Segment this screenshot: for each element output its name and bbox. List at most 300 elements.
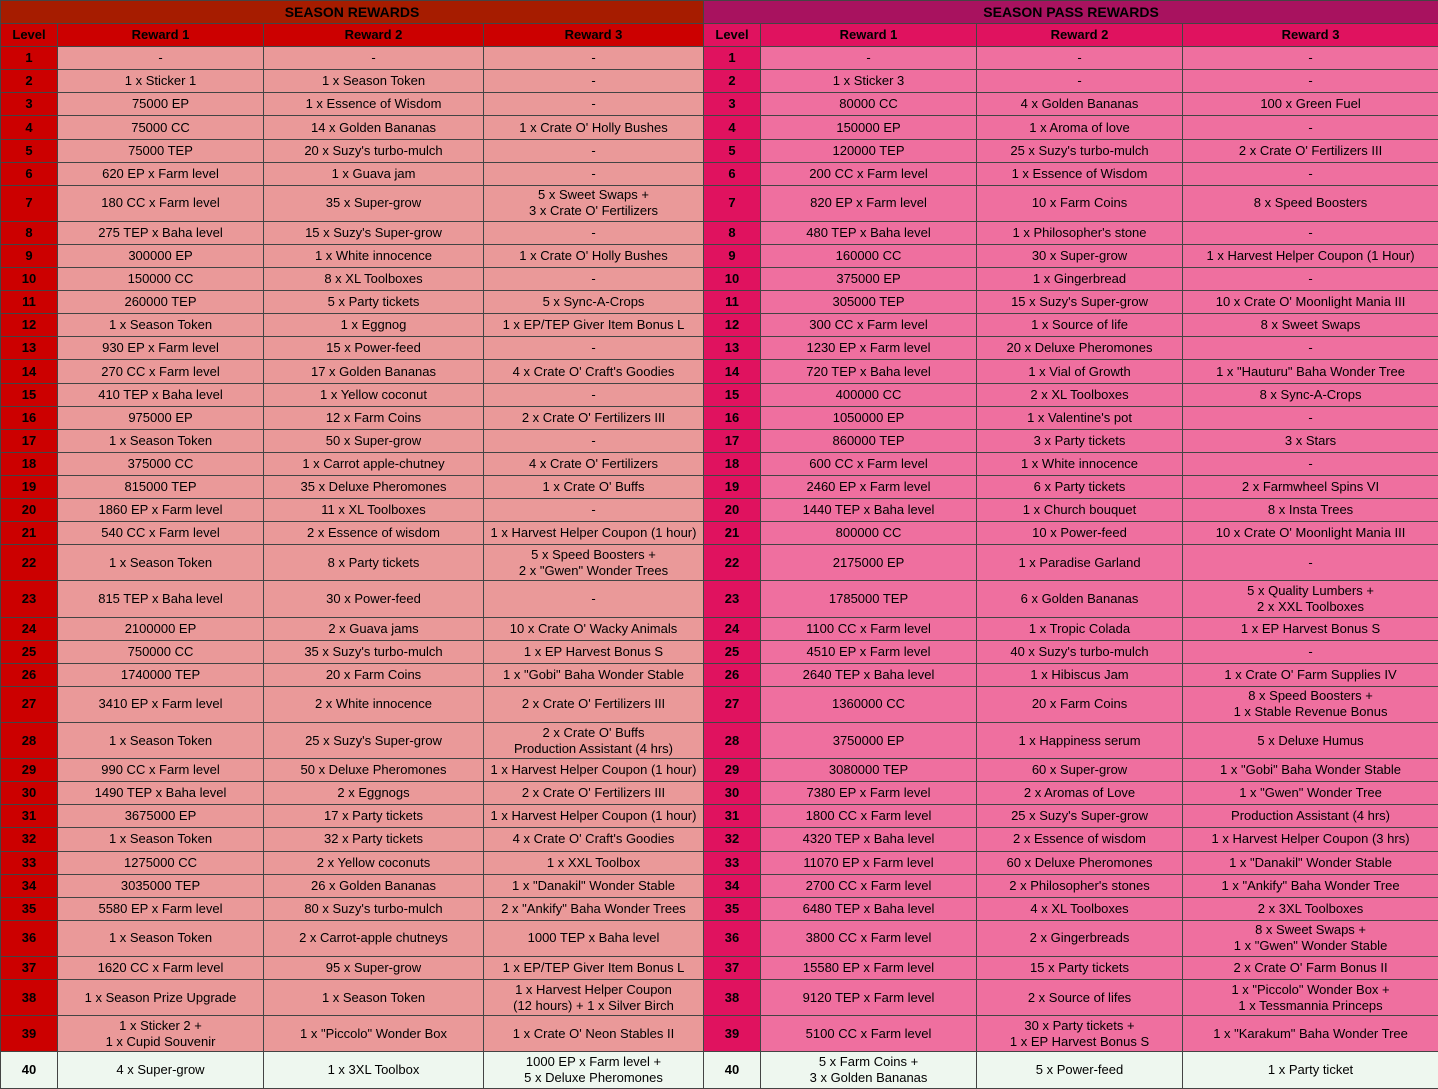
pass-reward-2-cell: 25 x Suzy's turbo-mulch <box>977 139 1183 162</box>
season-reward-3-cell: - <box>484 139 704 162</box>
season-level-cell: 14 <box>1 360 58 383</box>
pass-reward-3-cell: 8 x Speed Boosters <box>1183 185 1438 221</box>
season-reward-3-cell: 2 x Crate O' Fertilizers III <box>484 686 704 722</box>
pass-reward-1-cell: 9120 TEP x Farm level <box>761 980 977 1016</box>
pass-reward-3-cell: 1 x "Piccolo" Wonder Box + 1 x Tessmannia Princeps <box>1183 980 1438 1016</box>
pass-level-cell: 17 <box>704 429 761 452</box>
season-reward-1-cell: 270 CC x Farm level <box>58 360 264 383</box>
season-reward-2-cell: 20 x Suzy's turbo-mulch <box>264 139 484 162</box>
season-reward-2-cell: 1 x Eggnog <box>264 314 484 337</box>
pass-reward-3-cell: 8 x Speed Boosters + 1 x Stable Revenue Bonus <box>1183 686 1438 722</box>
pass-reward-2-cell: 1 x Gingerbread <box>977 268 1183 291</box>
season-level-cell: 20 <box>1 499 58 522</box>
pass-reward-2-cell: 1 x Source of life <box>977 314 1183 337</box>
season-reward-3-cell: 1 x Crate O' Holly Bushes <box>484 116 704 139</box>
pass-reward-2-cell: 5 x Power-feed <box>977 1052 1183 1089</box>
table-row <box>1 116 1438 139</box>
pass-reward-3-cell: 1 x "Ankify" Baha Wonder Tree <box>1183 874 1438 897</box>
season-reward-3-cell: 1 x XXL Toolbox <box>484 851 704 874</box>
pass-reward-1-cell: 200 CC x Farm level <box>761 162 977 185</box>
season-level-cell: 15 <box>1 383 58 406</box>
season-level-cell: 13 <box>1 337 58 360</box>
pass-reward-3-cell: 1 x Harvest Helper Coupon (1 Hour) <box>1183 245 1438 268</box>
pass-level-cell: 18 <box>704 452 761 475</box>
pass-level-cell: 22 <box>704 545 761 581</box>
season-reward-2-cell: 2 x Carrot-apple chutneys <box>264 920 484 956</box>
pass-level-cell: 29 <box>704 759 761 782</box>
pass-reward-3-cell: 8 x Sync-A-Crops <box>1183 383 1438 406</box>
pass-reward-2-cell: 2 x Essence of wisdom <box>977 828 1183 851</box>
season-level-cell: 38 <box>1 980 58 1016</box>
season-reward-1-cell: 260000 TEP <box>58 291 264 314</box>
pass-reward-2-cell: 1 x Philosopher's stone <box>977 221 1183 244</box>
season-reward-2-cell: 8 x Party tickets <box>264 545 484 581</box>
pass-level-cell: 4 <box>704 116 761 139</box>
season-level-cell: 16 <box>1 406 58 429</box>
pass-reward-2-cell: 1 x Paradise Garland <box>977 545 1183 581</box>
season-reward-2-cell: 11 x XL Toolboxes <box>264 499 484 522</box>
pass-level-cell: 37 <box>704 956 761 979</box>
table-row <box>1 828 1438 851</box>
pass-reward-1-cell: 2700 CC x Farm level <box>761 874 977 897</box>
table-row <box>1 1052 1438 1089</box>
table-row <box>1 640 1438 663</box>
pass-reward-1-cell: 800000 CC <box>761 522 977 545</box>
season-reward-2-cell: 15 x Suzy's Super-grow <box>264 221 484 244</box>
season-level-cell: 1 <box>1 47 58 70</box>
pass-reward-2-cell: 4 x XL Toolboxes <box>977 897 1183 920</box>
season-reward-1-cell: 1620 CC x Farm level <box>58 956 264 979</box>
season-reward-1-cell: 1 x Season Token <box>58 828 264 851</box>
season-reward-3-cell: - <box>484 268 704 291</box>
season-reward-3-cell: - <box>484 581 704 617</box>
season-level-cell: 21 <box>1 522 58 545</box>
season-reward-3-cell: 5 x Sweet Swaps + 3 x Crate O' Fertilizers <box>484 185 704 221</box>
pass-reward-2-cell: 30 x Party tickets + 1 x EP Harvest Bonus S <box>977 1016 1183 1052</box>
table-row <box>1 475 1438 498</box>
season-reward-2-cell: 1 x Guava jam <box>264 162 484 185</box>
pass-reward-3-cell: 1 x Harvest Helper Coupon (3 hrs) <box>1183 828 1438 851</box>
season-reward-2-cell: 1 x White innocence <box>264 245 484 268</box>
pass-level-cell: 12 <box>704 314 761 337</box>
season-level-cell: 12 <box>1 314 58 337</box>
season-reward-3-cell: 1 x Crate O' Holly Bushes <box>484 245 704 268</box>
pass-reward-3-cell: - <box>1183 70 1438 93</box>
pass-reward-3-cell: - <box>1183 47 1438 70</box>
season-reward-3-cell: 1000 EP x Farm level + 5 x Deluxe Pheromones <box>484 1052 704 1089</box>
pass-reward-2-cell: 2 x Gingerbreads <box>977 920 1183 956</box>
season-reward-2-cell: 2 x Yellow coconuts <box>264 851 484 874</box>
season-reward-2-cell: 2 x Guava jams <box>264 617 484 640</box>
season-level-cell: 18 <box>1 452 58 475</box>
pass-reward-1-cell: 160000 CC <box>761 245 977 268</box>
season-reward-3-cell: - <box>484 499 704 522</box>
pass-reward-1-cell: 2175000 EP <box>761 545 977 581</box>
pass-reward-2-cell: 20 x Deluxe Pheromones <box>977 337 1183 360</box>
season-reward-1-cell: 815000 TEP <box>58 475 264 498</box>
pass-reward-3-cell: - <box>1183 116 1438 139</box>
season-reward-1-cell: 3035000 TEP <box>58 874 264 897</box>
table-row <box>1 337 1438 360</box>
pass-level-cell: 7 <box>704 185 761 221</box>
pass-reward-2-cell: 6 x Golden Bananas <box>977 581 1183 617</box>
pass-reward-1-cell: 7380 EP x Farm level <box>761 782 977 805</box>
pass-reward-2-cell: 2 x Aromas of Love <box>977 782 1183 805</box>
pass-level-cell: 39 <box>704 1016 761 1052</box>
season-reward-2-cell: 14 x Golden Bananas <box>264 116 484 139</box>
pass-level-cell: 35 <box>704 897 761 920</box>
pass-reward-3-cell: 1 x Crate O' Farm Supplies IV <box>1183 663 1438 686</box>
pass-reward-1-cell: 1360000 CC <box>761 686 977 722</box>
pass-reward-1-cell: 860000 TEP <box>761 429 977 452</box>
table-row <box>1 522 1438 545</box>
season-reward-2-cell: 5 x Party tickets <box>264 291 484 314</box>
pass-reward-1-cell: 1800 CC x Farm level <box>761 805 977 828</box>
section-title-row <box>1 1 1438 24</box>
pass-reward-2-cell: 25 x Suzy's Super-grow <box>977 805 1183 828</box>
season-reward-3-cell: 1 x Harvest Helper Coupon (1 hour) <box>484 522 704 545</box>
season-reward-3-cell: 10 x Crate O' Wacky Animals <box>484 617 704 640</box>
season-reward-3-cell: 2 x Crate O' Buffs Production Assistant (4 hrs) <box>484 722 704 758</box>
table-row <box>1 185 1438 221</box>
pass-level-cell: 10 <box>704 268 761 291</box>
pass-reward-3-cell: - <box>1183 268 1438 291</box>
season-level-cell: 31 <box>1 805 58 828</box>
season-reward-1-cell: 750000 CC <box>58 640 264 663</box>
pass-reward-1-cell: 1785000 TEP <box>761 581 977 617</box>
season-reward-2-cell: 50 x Super-grow <box>264 429 484 452</box>
season-reward-1-cell: 1 x Sticker 2 + 1 x Cupid Souvenir <box>58 1016 264 1052</box>
season-reward-3-cell: 1 x Harvest Helper Coupon (1 hour) <box>484 759 704 782</box>
pass-reward-3-cell: - <box>1183 162 1438 185</box>
pass-reward-1-cell: 305000 TEP <box>761 291 977 314</box>
season-reward-1-header: Reward 1 <box>58 24 264 47</box>
pass-reward-2-cell: - <box>977 47 1183 70</box>
pass-reward-1-cell: 1440 TEP x Baha level <box>761 499 977 522</box>
pass-reward-3-cell: 3 x Stars <box>1183 429 1438 452</box>
pass-reward-3-cell: - <box>1183 452 1438 475</box>
pass-reward-3-cell: 8 x Insta Trees <box>1183 499 1438 522</box>
pass-reward-3-cell: 10 x Crate O' Moonlight Mania III <box>1183 291 1438 314</box>
table-row <box>1 805 1438 828</box>
table-row <box>1 851 1438 874</box>
pass-reward-2-cell: 6 x Party tickets <box>977 475 1183 498</box>
pass-reward-1-cell: 2640 TEP x Baha level <box>761 663 977 686</box>
column-header-row <box>1 24 1438 47</box>
season-level-cell: 17 <box>1 429 58 452</box>
pass-reward-3-cell: - <box>1183 406 1438 429</box>
season-level-cell: 37 <box>1 956 58 979</box>
pass-reward-3-cell: 5 x Quality Lumbers + 2 x XXL Toolboxes <box>1183 581 1438 617</box>
table-row <box>1 617 1438 640</box>
season-pass-rewards-title: SEASON PASS REWARDS <box>704 1 1438 24</box>
pass-reward-1-cell: 400000 CC <box>761 383 977 406</box>
pass-level-cell: 20 <box>704 499 761 522</box>
season-reward-3-cell: - <box>484 70 704 93</box>
season-level-cell: 25 <box>1 640 58 663</box>
pass-reward-1-cell: 150000 EP <box>761 116 977 139</box>
season-level-cell: 2 <box>1 70 58 93</box>
season-reward-2-cell: 1 x Season Token <box>264 980 484 1016</box>
pass-level-cell: 23 <box>704 581 761 617</box>
season-level-cell: 34 <box>1 874 58 897</box>
pass-reward-1-cell: 375000 EP <box>761 268 977 291</box>
pass-level-cell: 19 <box>704 475 761 498</box>
season-reward-1-cell: 300000 EP <box>58 245 264 268</box>
pass-level-cell: 11 <box>704 291 761 314</box>
table-row <box>1 897 1438 920</box>
table-row <box>1 268 1438 291</box>
pass-reward-1-cell: 1 x Sticker 3 <box>761 70 977 93</box>
season-reward-1-cell: 375000 CC <box>58 452 264 475</box>
pass-reward-1-cell: 1100 CC x Farm level <box>761 617 977 640</box>
season-reward-1-cell: 3410 EP x Farm level <box>58 686 264 722</box>
table-row <box>1 686 1438 722</box>
table-row <box>1 429 1438 452</box>
pass-reward-1-cell: 3080000 TEP <box>761 759 977 782</box>
season-reward-1-cell: 1 x Season Token <box>58 722 264 758</box>
table-row <box>1 221 1438 244</box>
pass-reward-2-cell: 1 x Vial of Growth <box>977 360 1183 383</box>
season-reward-1-cell: 1 x Season Token <box>58 429 264 452</box>
season-reward-2-cell: 1 x Carrot apple-chutney <box>264 452 484 475</box>
pass-level-cell: 25 <box>704 640 761 663</box>
pass-reward-3-header: Reward 3 <box>1183 24 1438 47</box>
season-reward-2-cell: 95 x Super-grow <box>264 956 484 979</box>
table-row <box>1 452 1438 475</box>
pass-level-cell: 28 <box>704 722 761 758</box>
pass-reward-1-header: Reward 1 <box>761 24 977 47</box>
table-row <box>1 874 1438 897</box>
pass-reward-3-cell: 1 x "Gwen" Wonder Tree <box>1183 782 1438 805</box>
pass-reward-2-cell: 1 x Aroma of love <box>977 116 1183 139</box>
season-reward-3-cell: 1 x EP Harvest Bonus S <box>484 640 704 663</box>
pass-reward-2-cell: 2 x Source of lifes <box>977 980 1183 1016</box>
pass-level-cell: 2 <box>704 70 761 93</box>
table-row <box>1 1016 1438 1052</box>
pass-reward-2-cell: 1 x White innocence <box>977 452 1183 475</box>
pass-reward-2-cell: - <box>977 70 1183 93</box>
table-row <box>1 291 1438 314</box>
table-row <box>1 663 1438 686</box>
pass-reward-1-cell: 300 CC x Farm level <box>761 314 977 337</box>
pass-level-cell: 9 <box>704 245 761 268</box>
season-reward-1-cell: 540 CC x Farm level <box>58 522 264 545</box>
pass-reward-3-cell: 8 x Sweet Swaps + 1 x "Gwen" Wonder Stable <box>1183 920 1438 956</box>
pass-reward-2-cell: 1 x Hibiscus Jam <box>977 663 1183 686</box>
season-level-cell: 4 <box>1 116 58 139</box>
season-reward-3-cell: 1 x Harvest Helper Coupon (1 hour) <box>484 805 704 828</box>
season-reward-1-cell: 150000 CC <box>58 268 264 291</box>
season-reward-3-header: Reward 3 <box>484 24 704 47</box>
season-reward-2-cell: 2 x Eggnogs <box>264 782 484 805</box>
season-reward-1-cell: 1490 TEP x Baha level <box>58 782 264 805</box>
pass-reward-2-cell: 4 x Golden Bananas <box>977 93 1183 116</box>
season-reward-3-cell: 2 x Crate O' Fertilizers III <box>484 782 704 805</box>
pass-reward-1-cell: 3750000 EP <box>761 722 977 758</box>
pass-reward-3-cell: 100 x Green Fuel <box>1183 93 1438 116</box>
pass-reward-2-cell: 40 x Suzy's turbo-mulch <box>977 640 1183 663</box>
pass-reward-3-cell: 8 x Sweet Swaps <box>1183 314 1438 337</box>
season-reward-1-cell: 1 x Season Token <box>58 920 264 956</box>
pass-level-cell: 8 <box>704 221 761 244</box>
season-reward-1-cell: 410 TEP x Baha level <box>58 383 264 406</box>
pass-reward-2-cell: 15 x Suzy's Super-grow <box>977 291 1183 314</box>
pass-reward-3-cell: 2 x Farmwheel Spins VI <box>1183 475 1438 498</box>
season-reward-2-header: Reward 2 <box>264 24 484 47</box>
season-reward-1-cell: 1740000 TEP <box>58 663 264 686</box>
table-row <box>1 759 1438 782</box>
table-row <box>1 383 1438 406</box>
season-reward-2-cell: 1 x Season Token <box>264 70 484 93</box>
season-level-cell: 5 <box>1 139 58 162</box>
pass-reward-2-header: Reward 2 <box>977 24 1183 47</box>
pass-reward-2-cell: 1 x Tropic Colada <box>977 617 1183 640</box>
season-reward-1-cell: 1 x Season Token <box>58 545 264 581</box>
season-reward-3-cell: 4 x Crate O' Fertilizers <box>484 452 704 475</box>
season-level-cell: 35 <box>1 897 58 920</box>
pass-reward-3-cell: 2 x Crate O' Fertilizers III <box>1183 139 1438 162</box>
pass-reward-3-cell: - <box>1183 640 1438 663</box>
season-level-cell: 3 <box>1 93 58 116</box>
season-reward-2-cell: 50 x Deluxe Pheromones <box>264 759 484 782</box>
pass-reward-2-cell: 1 x Happiness serum <box>977 722 1183 758</box>
season-reward-3-cell: 5 x Speed Boosters + 2 x "Gwen" Wonder Trees <box>484 545 704 581</box>
season-level-cell: 28 <box>1 722 58 758</box>
season-reward-2-cell: 1 x Essence of Wisdom <box>264 93 484 116</box>
pass-reward-1-cell: 5100 CC x Farm level <box>761 1016 977 1052</box>
season-reward-3-cell: 1 x EP/TEP Giver Item Bonus L <box>484 956 704 979</box>
pass-level-cell: 40 <box>704 1052 761 1089</box>
pass-reward-3-cell: 1 x "Gobi" Baha Wonder Stable <box>1183 759 1438 782</box>
season-reward-2-cell: - <box>264 47 484 70</box>
pass-reward-3-cell: 1 x "Hauturu" Baha Wonder Tree <box>1183 360 1438 383</box>
season-level-cell: 11 <box>1 291 58 314</box>
season-level-cell: 32 <box>1 828 58 851</box>
season-reward-1-cell: 1860 EP x Farm level <box>58 499 264 522</box>
pass-level-cell: 27 <box>704 686 761 722</box>
season-reward-3-cell: 1 x Harvest Helper Coupon (12 hours) + 1 x Silver Birch <box>484 980 704 1016</box>
season-reward-1-cell: 3675000 EP <box>58 805 264 828</box>
pass-level-cell: 21 <box>704 522 761 545</box>
table-row <box>1 360 1438 383</box>
pass-reward-1-cell: 1230 EP x Farm level <box>761 337 977 360</box>
pass-reward-2-cell: 60 x Deluxe Pheromones <box>977 851 1183 874</box>
season-reward-3-cell: 5 x Sync-A-Crops <box>484 291 704 314</box>
season-reward-1-cell: 1 x Season Prize Upgrade <box>58 980 264 1016</box>
season-reward-1-cell: 4 x Super-grow <box>58 1052 264 1089</box>
season-level-header: Level <box>1 24 58 47</box>
season-reward-3-cell: - <box>484 93 704 116</box>
season-level-cell: 40 <box>1 1052 58 1089</box>
season-reward-2-cell: 1 x "Piccolo" Wonder Box <box>264 1016 484 1052</box>
season-level-cell: 24 <box>1 617 58 640</box>
season-reward-1-cell: 5580 EP x Farm level <box>58 897 264 920</box>
season-reward-3-cell: 2 x "Ankify" Baha Wonder Trees <box>484 897 704 920</box>
season-reward-1-cell: 1 x Season Token <box>58 314 264 337</box>
season-reward-3-cell: - <box>484 162 704 185</box>
pass-reward-3-cell: 2 x 3XL Toolboxes <box>1183 897 1438 920</box>
season-reward-1-cell: 75000 CC <box>58 116 264 139</box>
table-row <box>1 47 1438 70</box>
pass-reward-2-cell: 1 x Essence of Wisdom <box>977 162 1183 185</box>
season-reward-2-cell: 2 x White innocence <box>264 686 484 722</box>
season-level-cell: 6 <box>1 162 58 185</box>
pass-level-cell: 38 <box>704 980 761 1016</box>
pass-reward-2-cell: 60 x Super-grow <box>977 759 1183 782</box>
pass-level-cell: 24 <box>704 617 761 640</box>
season-reward-1-cell: 75000 EP <box>58 93 264 116</box>
season-reward-1-cell: 275 TEP x Baha level <box>58 221 264 244</box>
pass-reward-3-cell: - <box>1183 221 1438 244</box>
season-reward-2-cell: 1 x 3XL Toolbox <box>264 1052 484 1089</box>
pass-level-cell: 33 <box>704 851 761 874</box>
season-reward-3-cell: 1 x Crate O' Buffs <box>484 475 704 498</box>
pass-reward-3-cell: Production Assistant (4 hrs) <box>1183 805 1438 828</box>
season-reward-2-cell: 25 x Suzy's Super-grow <box>264 722 484 758</box>
season-reward-2-cell: 2 x Essence of wisdom <box>264 522 484 545</box>
season-reward-1-cell: 990 CC x Farm level <box>58 759 264 782</box>
table-row <box>1 499 1438 522</box>
pass-reward-1-cell: 6480 TEP x Baha level <box>761 897 977 920</box>
pass-reward-3-cell: - <box>1183 545 1438 581</box>
season-level-cell: 27 <box>1 686 58 722</box>
pass-level-cell: 1 <box>704 47 761 70</box>
pass-level-cell: 31 <box>704 805 761 828</box>
pass-level-cell: 5 <box>704 139 761 162</box>
pass-level-cell: 6 <box>704 162 761 185</box>
season-reward-2-cell: 35 x Super-grow <box>264 185 484 221</box>
pass-reward-2-cell: 15 x Party tickets <box>977 956 1183 979</box>
season-reward-3-cell: 1 x "Gobi" Baha Wonder Stable <box>484 663 704 686</box>
season-level-cell: 29 <box>1 759 58 782</box>
season-reward-2-cell: 35 x Suzy's turbo-mulch <box>264 640 484 663</box>
season-reward-1-cell: 930 EP x Farm level <box>58 337 264 360</box>
pass-reward-1-cell: 4320 TEP x Baha level <box>761 828 977 851</box>
pass-reward-1-cell: 4510 EP x Farm level <box>761 640 977 663</box>
season-level-cell: 8 <box>1 221 58 244</box>
season-reward-3-cell: - <box>484 47 704 70</box>
season-reward-3-cell: 4 x Crate O' Craft's Goodies <box>484 360 704 383</box>
pass-reward-2-cell: 10 x Power-feed <box>977 522 1183 545</box>
season-reward-2-cell: 12 x Farm Coins <box>264 406 484 429</box>
table-row <box>1 920 1438 956</box>
table-row <box>1 70 1438 93</box>
pass-level-cell: 13 <box>704 337 761 360</box>
pass-reward-3-cell: - <box>1183 337 1438 360</box>
season-reward-3-cell: 4 x Crate O' Craft's Goodies <box>484 828 704 851</box>
season-reward-1-cell: 180 CC x Farm level <box>58 185 264 221</box>
pass-level-cell: 30 <box>704 782 761 805</box>
table-row <box>1 245 1438 268</box>
table-row <box>1 545 1438 581</box>
season-reward-2-cell: 1 x Yellow coconut <box>264 383 484 406</box>
pass-reward-1-cell: - <box>761 47 977 70</box>
season-reward-3-cell: 2 x Crate O' Fertilizers III <box>484 406 704 429</box>
season-reward-3-cell: 1 x EP/TEP Giver Item Bonus L <box>484 314 704 337</box>
season-reward-3-cell: 1000 TEP x Baha level <box>484 920 704 956</box>
pass-reward-3-cell: 1 x EP Harvest Bonus S <box>1183 617 1438 640</box>
season-level-cell: 36 <box>1 920 58 956</box>
season-level-cell: 7 <box>1 185 58 221</box>
season-level-cell: 23 <box>1 581 58 617</box>
season-level-cell: 22 <box>1 545 58 581</box>
season-level-cell: 9 <box>1 245 58 268</box>
pass-reward-1-cell: 11070 EP x Farm level <box>761 851 977 874</box>
table-row <box>1 406 1438 429</box>
pass-reward-1-cell: 3800 CC x Farm level <box>761 920 977 956</box>
table-row <box>1 314 1438 337</box>
